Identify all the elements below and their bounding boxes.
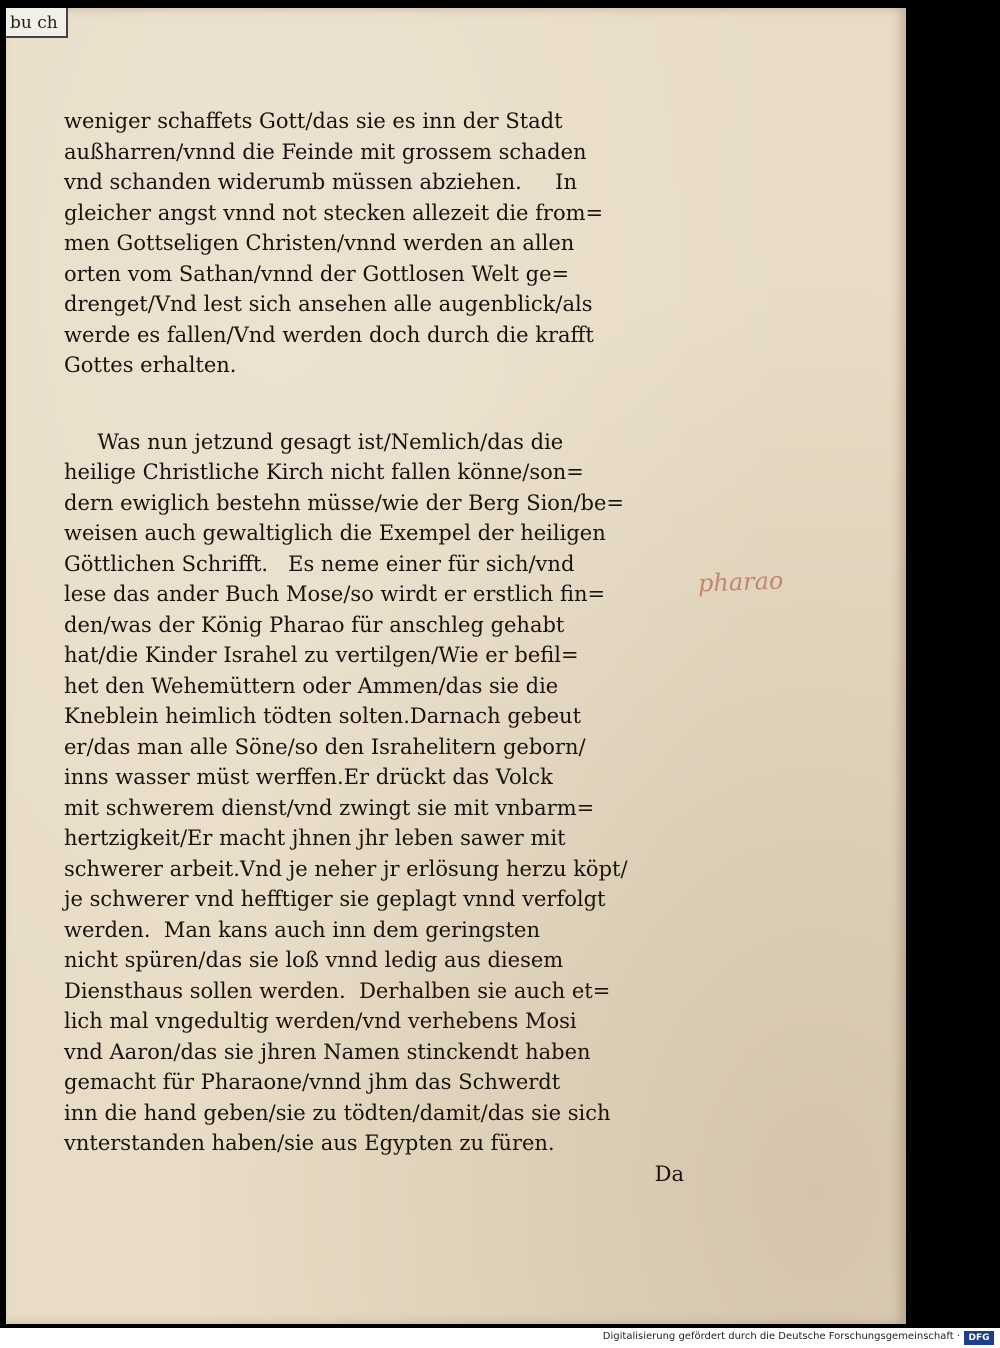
text-line: den/was der König Pharao für anschleg gehabt: [64, 612, 565, 637]
text-line: het den Wehemüttern oder Ammen/das sie die: [64, 673, 559, 698]
text-line: Diensthaus sollen werden. Derhalben sie auch et=: [64, 978, 611, 1003]
footer-bar: [0, 1328, 1000, 1348]
paragraph-1: [64, 106, 684, 381]
text-line: nicht spüren/das sie loß vnnd ledig aus diesem: [64, 948, 564, 972]
text-block: [64, 106, 684, 1189]
text-line: inns wasser müst werffen.Er drückt das Volck: [64, 765, 553, 789]
text-line: er/das man alle Söne/so den Israhelitern geborn/: [64, 734, 586, 759]
text-line: lich mal vngedultig werden/vnd verhebens Mosi: [64, 1009, 577, 1033]
text-line: men Gottseligen Christen/vnnd werden an allen: [64, 231, 575, 255]
text-line: drenget/Vnd lest sich ansehen alle augenblick/als: [64, 292, 593, 316]
text-line: inn die hand geben/sie zu tödten/damit/das sie sich: [64, 1100, 611, 1125]
text-line: schwerer arbeit.Vnd je neher jr erlösung herzu köpt/: [64, 856, 628, 881]
text-line: vnd Aaron/das sie jhren Namen stinckendt haben: [64, 1039, 591, 1064]
text-line: werden. Man kans auch inn dem geringsten: [64, 917, 540, 942]
text-line: heilige Christliche Kirch nicht fallen könne/son=: [64, 460, 584, 484]
text-line: Kneblein heimlich tödten solten.Darnach gebeut: [64, 704, 582, 728]
text-line: Was nun jetzund gesagt ist/Nemlich/das die: [64, 429, 564, 454]
text-line: weisen auch gewaltiglich die Exempel der heiligen: [64, 521, 606, 545]
paragraph-2: [64, 427, 684, 1159]
paragraph-gap: [64, 381, 684, 427]
margin-annotation: pharao: [697, 566, 784, 598]
text-line: hat/die Kinder Israhel zu vertilgen/Wie er befil=: [64, 643, 579, 667]
book-page: [6, 8, 906, 1324]
footer-credit: Digitalisierung gefördert durch die Deutsche Forschungsgemeinschaft ·: [602, 1331, 960, 1342]
text-line: außharren/vnnd die Feinde mit grossem schaden: [64, 139, 587, 164]
text-line: gleicher angst vnnd not stecken allezeit die from=: [64, 200, 604, 225]
corner-tab: bu ch: [6, 8, 68, 38]
text-line: dern ewiglich bestehn müsse/wie der Berg Sion/be=: [64, 490, 625, 515]
text-line: gemacht für Pharaone/vnnd jhm das Schwerdt: [64, 1070, 561, 1094]
text-line: vnd schanden widerumb müssen abziehen. In: [64, 170, 577, 194]
text-line: je schwerer vnd hefftiger sie geplagt vnnd verfolgt: [64, 887, 606, 911]
text-line: lese das ander Buch Mose/so wirdt er erstlich fin=: [64, 582, 606, 606]
text-line: weniger schaffets Gott/das sie es inn der Stadt: [64, 109, 563, 133]
text-line: Gottes erhalten.: [64, 353, 237, 377]
text-line: werde es fallen/Vnd werden doch durch die krafft: [64, 322, 594, 347]
text-line: mit schwerem dienst/vnd zwingt sie mit vnbarm=: [64, 795, 595, 820]
text-line: Göttlichen Schrifft. Es neme einer für sich/vnd: [64, 551, 575, 576]
text-line: vnterstanden haben/sie aus Egypten zu füren.: [64, 1131, 555, 1155]
text-line: orten vom Sathan/vnnd der Gottlosen Welt ge=: [64, 261, 570, 286]
text-line: hertzigkeit/Er macht jhnen jhr leben sawer mit: [64, 826, 566, 850]
dfg-logo: DFG: [964, 1331, 994, 1345]
catchword: Da: [654, 1161, 684, 1186]
